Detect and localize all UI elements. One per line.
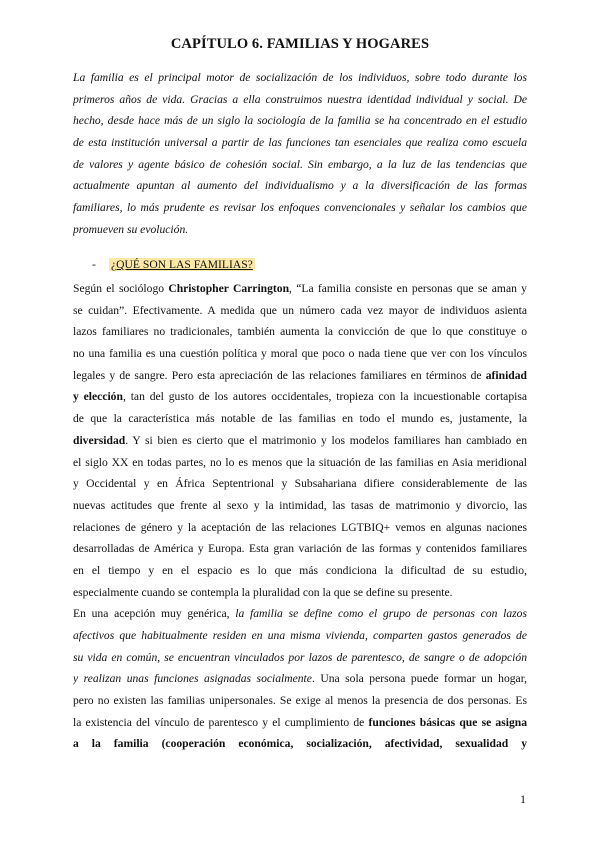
bold-term: diversidad	[73, 433, 126, 447]
body-paragraph	[73, 278, 527, 755]
bullet-dash: -	[92, 258, 96, 271]
body-line: y Occidental y en África Septentrional y Subsahariana difiere considerablemente de las	[73, 477, 527, 491]
body-line: la existencia del vínculo de parentesco y el cumplimiento de funciones básicas que se asigna	[73, 715, 527, 729]
body-line: se cuidan”. Efectivamente. A medida que un número cada vez mayor de individuos asienta	[73, 303, 527, 317]
intro-line: primeros años de vida. Gracias a ella construimos nuestra identidad individual y social. De	[73, 92, 527, 106]
intro-line: hecho, desde hace más de un siglo la sociología de la familia se ha concentrado en el estudio	[73, 114, 527, 128]
body-line	[73, 733, 527, 755]
intro-paragraph	[73, 67, 527, 241]
body-line: lazos familiares no tradicionales, también aumenta la convicción de que lo que constituye o	[73, 325, 527, 339]
body-line: no una familia es una cuestión política y moral que poco o nada tiene que ver con los vínculos	[73, 347, 527, 361]
section-heading	[92, 258, 255, 271]
body-line: relaciones de género y la aceptación de las relaciones LGTBIQ+ vemos en algunas naciones	[73, 520, 527, 534]
intro-line: promueven su evolución.	[73, 222, 189, 236]
italic-definition: su vida en común, se encuentran vinculados por lazos de parentesco, de sangre o de adopción	[73, 650, 527, 664]
intro-line: familiares, lo más prudente es revisar los enfoques convencionales y señalar los cambios que	[73, 201, 527, 215]
author-name: Christopher Carrington	[168, 282, 290, 295]
body-line: nuevas actitudes que frente al sexo y la intimidad, las tasas de matrimonio y divorcio, las	[73, 498, 527, 512]
body-line: diversidad. Y si bien es cierto que el matrimonio y los modelos familiares han cambiado en	[73, 433, 527, 447]
intro-line: La familia es el principal motor de socialización de los individuos, sobre todo durante los	[73, 71, 527, 84]
page-number: 1	[520, 792, 526, 806]
body-line: En una acepción muy genérica, la familia se define como el grupo de personas con lazos	[73, 607, 527, 621]
bold-term: afinidad	[485, 368, 527, 382]
intro-line: de valores y agente básico de cohesión social. Sin embargo, a la luz de las tendencias que	[73, 157, 527, 171]
body-line: Según el sociólogo Christopher Carrington, “La familia consiste en personas que se aman y	[73, 282, 527, 295]
body-line: de que la característica más notable de las familias en todo el mundo es, justamente, la	[73, 412, 527, 426]
body-line: en el tiempo y en el espacio es lo que más condiciona la dificultad de su estudio,	[73, 563, 527, 577]
body-line: pero no existen las familias unipersonales. Se exige al menos la presencia de dos personas. Es	[73, 694, 527, 708]
body-line	[73, 647, 527, 669]
body-line: legales y de sangre. Pero esta apreciación de las relaciones familiares en términos de afinidad	[73, 368, 527, 382]
body-line	[73, 625, 527, 647]
bold-term: funciones básicas que se asigna	[368, 715, 527, 729]
bold-term: y elección	[73, 390, 123, 404]
body-line: desarrolladas de América y Europa. Esta gran variación de las formas y contenidos familiares	[73, 542, 527, 556]
intro-line: de esta institución universal a partir de las funciones tan esenciales que realiza como escuela	[73, 136, 527, 150]
body-line: y elección, tan del gusto de los autores occidentales, tropieza con la incuestionable cortapisa	[73, 390, 527, 404]
chapter-title: CAPÍTULO 6. FAMILIAS Y HOGARES	[170, 36, 430, 52]
section-heading-text: ¿QUÉ SON LAS FAMILIAS?	[111, 258, 253, 271]
body-line: el siglo XX en todas partes, no lo es menos que la situación de las familias en Asia meridional	[73, 455, 527, 469]
italic-definition: afectivos que habitualmente residen en una misma vivienda, comparten gastos generados de	[73, 629, 527, 642]
intro-line: actualmente apuntan al aumento del individualismo y a la diversificación de las formas	[73, 179, 527, 193]
italic-definition: la familia se define como el grupo de personas con lazos	[235, 607, 527, 621]
body-line: especialmente cuando se contempla la pluralidad con la que se define su presente.	[73, 585, 453, 599]
bold-term: a la familia (cooperación económica, socialización, afectividad, sexualidad y	[73, 737, 527, 751]
italic-definition: y realizan unas funciones asignadas socialmente	[73, 672, 312, 686]
body-line: y realizan unas funciones asignadas socialmente. Una sola persona puede formar un hogar,	[73, 672, 527, 686]
